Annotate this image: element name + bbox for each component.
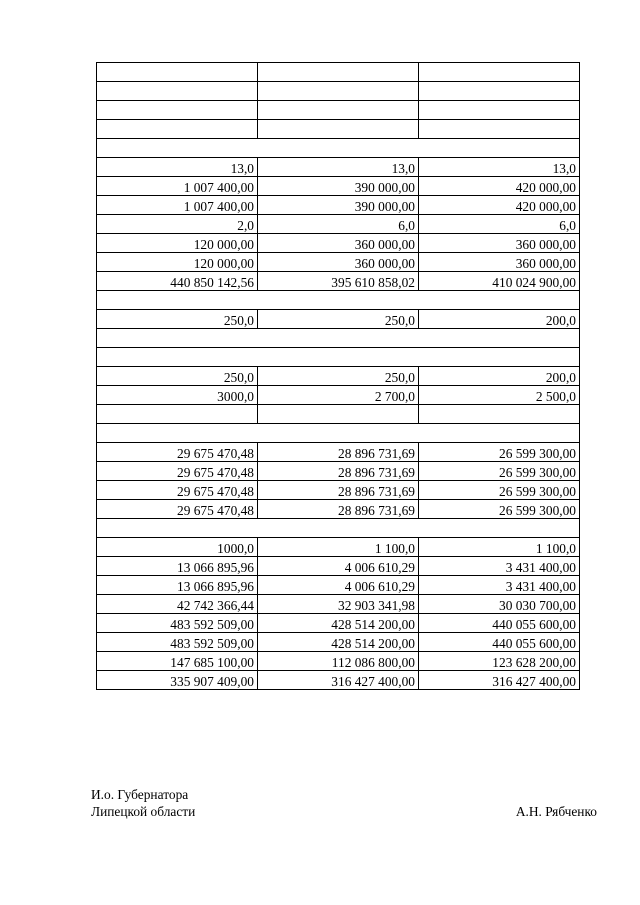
table-cell: 316 427 400,00 [258, 671, 419, 690]
budget-table-body [97, 63, 580, 690]
table-cell: 13,0 [419, 158, 580, 177]
table-row [97, 101, 580, 120]
table-row [97, 481, 580, 500]
table-cell [419, 63, 580, 82]
table-row [97, 329, 580, 348]
table-row [97, 367, 580, 386]
table-row [97, 291, 580, 310]
table-cell [258, 405, 419, 424]
table-cell: 428 514 200,00 [258, 633, 419, 652]
table-row [97, 652, 580, 671]
table-cell: 26 599 300,00 [419, 481, 580, 500]
table-cell: 1 100,0 [419, 538, 580, 557]
table-row [97, 633, 580, 652]
table-cell: 112 086 800,00 [258, 652, 419, 671]
table-cell: 1000,0 [97, 538, 258, 557]
table-cell: 390 000,00 [258, 177, 419, 196]
signature-line-1 [91, 786, 597, 803]
table-cell: 316 427 400,00 [419, 671, 580, 690]
table-cell: 360 000,00 [258, 234, 419, 253]
table-section-row-cell [97, 519, 580, 538]
table-cell: 390 000,00 [258, 196, 419, 215]
table-cell: 200,0 [419, 367, 580, 386]
table-row [97, 196, 580, 215]
table-row [97, 519, 580, 538]
table-cell [419, 120, 580, 139]
table-row [97, 671, 580, 690]
budget-table [96, 62, 580, 690]
table-cell: 250,0 [258, 367, 419, 386]
table-cell [258, 120, 419, 139]
table-cell: 1 100,0 [258, 538, 419, 557]
table-cell: 29 675 470,48 [97, 443, 258, 462]
table-cell: 13 066 895,96 [97, 557, 258, 576]
table-cell: 30 030 700,00 [419, 595, 580, 614]
table-cell [419, 82, 580, 101]
table-cell [97, 405, 258, 424]
table-row [97, 177, 580, 196]
table-cell: 123 628 200,00 [419, 652, 580, 671]
signature-position-line1: И.о. Губернатора [91, 787, 189, 802]
table-cell [97, 120, 258, 139]
table-cell: 420 000,00 [419, 177, 580, 196]
table-cell: 360 000,00 [419, 253, 580, 272]
table-row [97, 405, 580, 424]
table-section-row-cell [97, 424, 580, 443]
table-row [97, 424, 580, 443]
table-cell [258, 63, 419, 82]
table-row [97, 462, 580, 481]
table-cell: 29 675 470,48 [97, 462, 258, 481]
table-row [97, 272, 580, 291]
table-row [97, 158, 580, 177]
table-cell: 483 592 509,00 [97, 633, 258, 652]
table-cell [419, 405, 580, 424]
table-cell: 428 514 200,00 [258, 614, 419, 633]
table-cell: 3 431 400,00 [419, 557, 580, 576]
table-cell: 2 500,0 [419, 386, 580, 405]
table-row [97, 234, 580, 253]
table-cell: 28 896 731,69 [258, 462, 419, 481]
table-cell [97, 82, 258, 101]
table-cell [258, 101, 419, 120]
table-cell: 32 903 341,98 [258, 595, 419, 614]
table-cell: 6,0 [258, 215, 419, 234]
table-row [97, 348, 580, 367]
table-row [97, 82, 580, 101]
table-cell: 410 024 900,00 [419, 272, 580, 291]
table-row [97, 576, 580, 595]
table-cell: 13,0 [258, 158, 419, 177]
signature-name: А.Н. Рябченко [515, 804, 597, 819]
table-cell: 29 675 470,48 [97, 481, 258, 500]
table-section-row-cell [97, 348, 580, 367]
table-cell: 42 742 366,44 [97, 595, 258, 614]
table-row [97, 253, 580, 272]
table-cell: 26 599 300,00 [419, 500, 580, 519]
table-cell: 26 599 300,00 [419, 443, 580, 462]
table-row [97, 139, 580, 158]
table-row [97, 215, 580, 234]
table-cell: 420 000,00 [419, 196, 580, 215]
table-cell: 3000,0 [97, 386, 258, 405]
table-cell: 395 610 858,02 [258, 272, 419, 291]
table-cell: 6,0 [419, 215, 580, 234]
table-cell: 250,0 [97, 310, 258, 329]
table-cell: 147 685 100,00 [97, 652, 258, 671]
table-row [97, 538, 580, 557]
table-cell: 335 907 409,00 [97, 671, 258, 690]
table-cell: 4 006 610,29 [258, 576, 419, 595]
table-cell: 13,0 [97, 158, 258, 177]
table-cell: 250,0 [258, 310, 419, 329]
table-cell [97, 101, 258, 120]
table-section-row-cell [97, 139, 580, 158]
table-cell: 3 431 400,00 [419, 576, 580, 595]
table-cell: 26 599 300,00 [419, 462, 580, 481]
table-cell [419, 101, 580, 120]
table-row [97, 595, 580, 614]
table-cell: 2 700,0 [258, 386, 419, 405]
table-cell: 120 000,00 [97, 253, 258, 272]
table-cell: 483 592 509,00 [97, 614, 258, 633]
table-row [97, 557, 580, 576]
table-cell: 440 055 600,00 [419, 614, 580, 633]
table-section-row-cell [97, 291, 580, 310]
table-cell: 2,0 [97, 215, 258, 234]
table-cell [258, 82, 419, 101]
table-row [97, 310, 580, 329]
table-cell: 1 007 400,00 [97, 177, 258, 196]
table-section-row-cell [97, 329, 580, 348]
table-row [97, 386, 580, 405]
table-cell: 13 066 895,96 [97, 576, 258, 595]
table-cell: 440 055 600,00 [419, 633, 580, 652]
table-row [97, 614, 580, 633]
table-row [97, 120, 580, 139]
table-cell: 4 006 610,29 [258, 557, 419, 576]
signature-position-line2: Липецкой области [91, 804, 196, 819]
table-cell: 360 000,00 [258, 253, 419, 272]
table-row [97, 500, 580, 519]
table-cell: 440 850 142,56 [97, 272, 258, 291]
signature-block [91, 786, 597, 820]
table-cell: 28 896 731,69 [258, 443, 419, 462]
table-cell: 250,0 [97, 367, 258, 386]
table-cell: 120 000,00 [97, 234, 258, 253]
signature-line-2 [91, 803, 597, 820]
table-cell [97, 63, 258, 82]
table-cell: 200,0 [419, 310, 580, 329]
table-cell: 28 896 731,69 [258, 481, 419, 500]
table-cell: 28 896 731,69 [258, 500, 419, 519]
table-row [97, 443, 580, 462]
table-row [97, 63, 580, 82]
table-cell: 29 675 470,48 [97, 500, 258, 519]
table-cell: 1 007 400,00 [97, 196, 258, 215]
table-cell: 360 000,00 [419, 234, 580, 253]
